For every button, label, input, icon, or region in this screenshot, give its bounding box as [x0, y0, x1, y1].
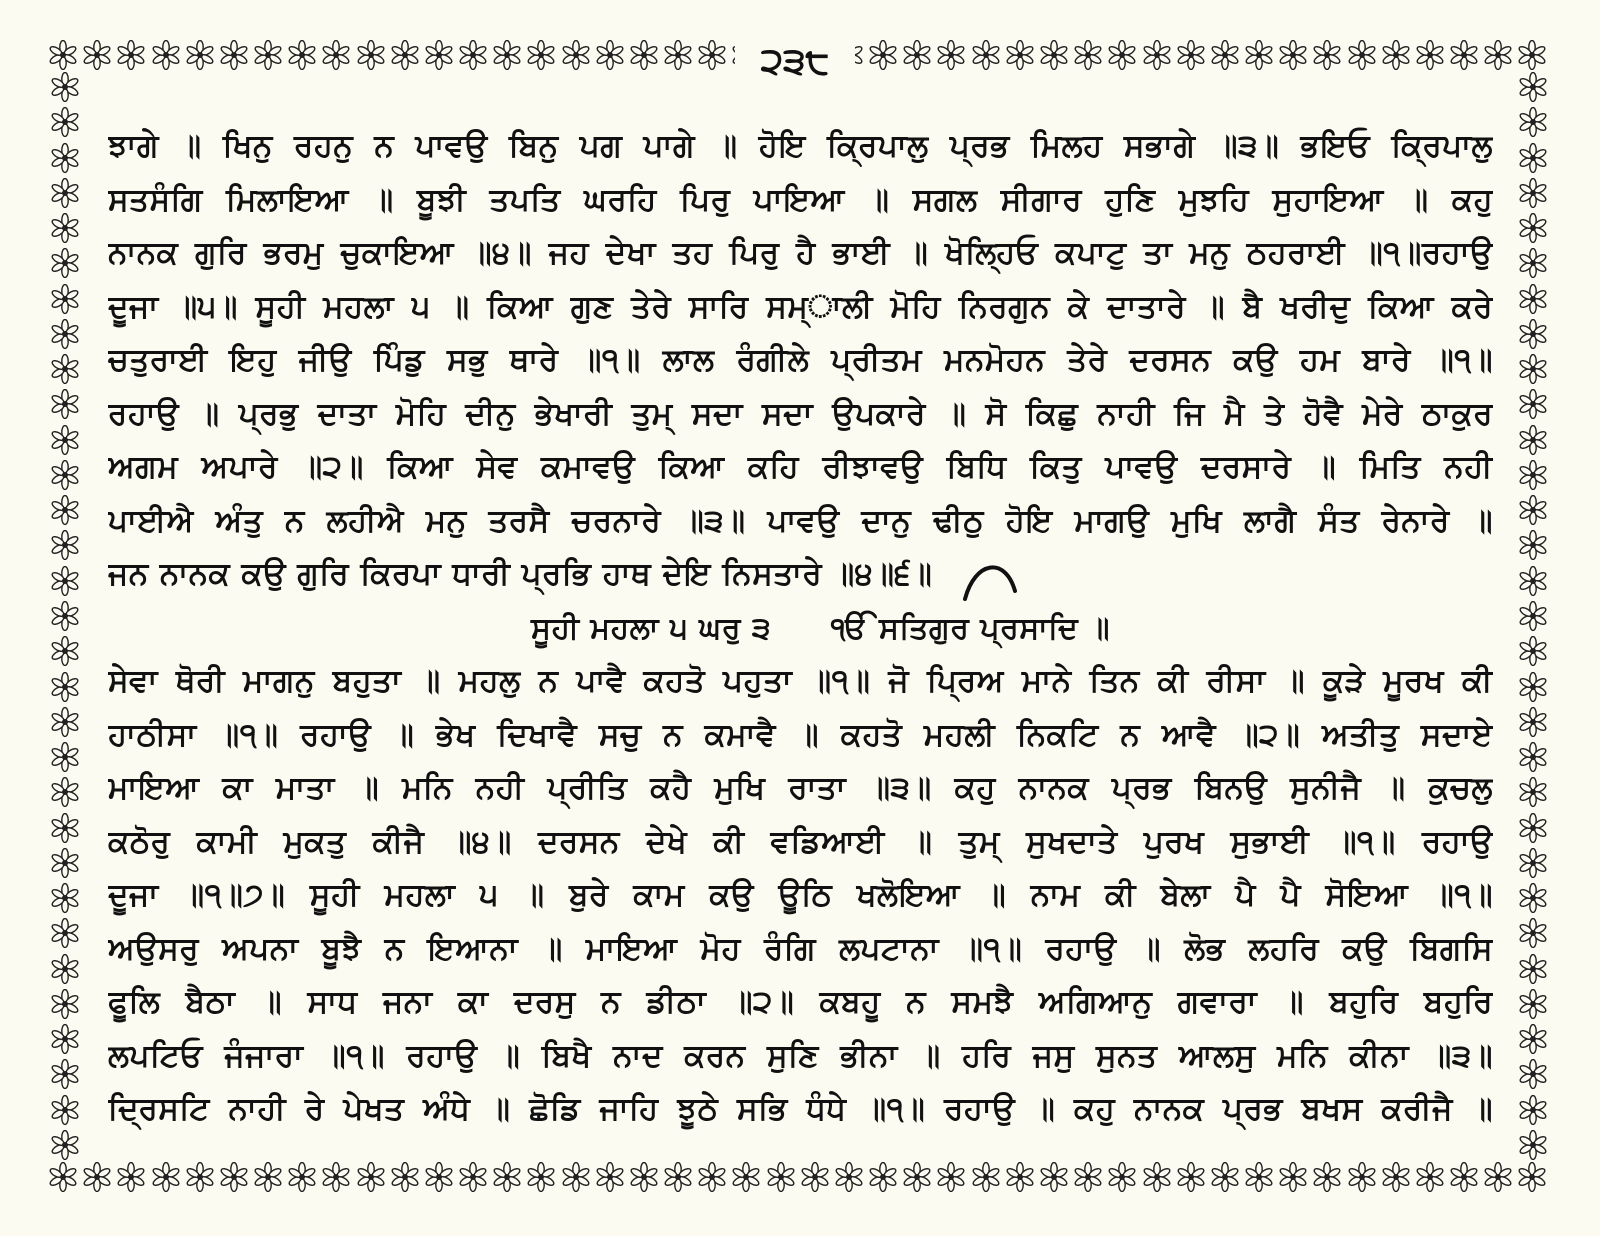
text-line: ਝਾਗੇ ॥ ਖਿਨੁ ਰਹਨੁ ਨ ਪਾਵਉ ਬਿਨੁ ਪਗ ਪਾਗੇ ॥ ਹੋਇ ਕ੍ਰਿਪਾਲੁ ਪ੍ਰਭ ਮਿਲਹ ਸਭਾਗੇ ॥੩॥ ਭਇਓ ਕ੍ਰਿਪਾਲੁ — [108, 128, 1493, 164]
flower-ornament-icon — [50, 1024, 80, 1054]
flower-ornament-icon — [50, 777, 80, 807]
flower-ornament-icon — [1518, 989, 1548, 1019]
flower-ornament-icon — [663, 1162, 693, 1192]
flower-ornament-icon — [936, 1162, 966, 1192]
flower-ornament-icon — [800, 1162, 830, 1192]
flower-ornament-icon — [1518, 707, 1548, 737]
flower-ornament-icon — [1347, 1162, 1377, 1192]
flower-ornament-icon — [50, 319, 80, 349]
heading-mool-mantar: ੴ ਸਤਿਗੁਰ ਪ੍ਰਸਾਦਿ ॥ — [831, 610, 1110, 646]
text-line: ਅਗਮ ਅਪਾਰੇ ॥੨॥ ਕਿਆ ਸੇਵ ਕਮਾਵਉ ਕਿਆ ਕਹਿ ਰੀਝਾਵਉ ਬਿਧਿ ਕਿਤੁ ਪਾਵਉ ਦਰਸਾਰੇ ॥ ਮਿਤਿ ਨਹੀ — [108, 449, 1493, 485]
flower-ornament-icon — [1039, 1162, 1069, 1192]
flower-ornament-icon — [48, 1162, 78, 1192]
flower-ornament-icon — [1073, 40, 1103, 70]
flower-ornament-icon — [82, 1162, 112, 1192]
section-heading — [108, 602, 1493, 656]
flower-ornament-icon — [1142, 1162, 1172, 1192]
flower-ornament-icon — [561, 1162, 591, 1192]
flower-ornament-icon — [321, 1162, 351, 1192]
flower-ornament-icon — [1518, 883, 1548, 913]
flower-ornament-icon — [1518, 636, 1548, 666]
flower-ornament-icon — [936, 40, 966, 70]
flower-ornament-icon — [492, 1162, 522, 1192]
flower-ornament-icon — [50, 72, 80, 102]
flower-ornament-icon — [1518, 1095, 1548, 1125]
flower-ornament-icon — [185, 40, 215, 70]
text-line: ਨਾਨਕ ਗੁਰਿ ਭਰਮੁ ਚੁਕਾਇਆ ॥੪॥ ਜਹ ਦੇਖਾ ਤਹ ਪਿਰੁ ਹੈ ਭਾਈ ॥ ਖੋਲ੍ਹਿਓ ਕਪਾਟੁ ਤਾ ਮਨੁ ਠਹਰਾਈ ॥੧॥ਰਹਾਉ — [108, 235, 1493, 271]
flower-ornament-icon — [1518, 954, 1548, 984]
flower-ornament-icon — [1176, 40, 1206, 70]
flower-ornament-icon — [1347, 40, 1377, 70]
flower-ornament-icon — [50, 213, 80, 243]
flower-ornament-icon — [1210, 1162, 1240, 1192]
flower-ornament-icon — [731, 1162, 761, 1192]
flower-ornament-icon — [1005, 1162, 1035, 1192]
flower-ornament-icon — [50, 143, 80, 173]
flower-ornament-icon — [50, 848, 80, 878]
flower-ornament-icon — [1278, 1162, 1308, 1192]
flower-ornament-icon — [50, 1130, 80, 1160]
flower-ornament-icon — [50, 178, 80, 208]
flower-ornament-icon — [424, 40, 454, 70]
flower-ornament-icon — [50, 107, 80, 137]
flower-ornament-icon — [1518, 1024, 1548, 1054]
flower-ornament-icon — [50, 389, 80, 419]
flower-ornament-icon — [1517, 40, 1547, 70]
flower-ornament-icon — [151, 40, 181, 70]
flower-ornament-icon — [185, 1162, 215, 1192]
text-line: ਦੂਜਾ ॥੧॥੭॥ ਸੂਹੀ ਮਹਲਾ ੫ ॥ ਬੁਰੇ ਕਾਮ ਕਉ ਊਠਿ ਖਲੋਇਆ ॥ ਨਾਮ ਕੀ ਬੇਲਾ ਪੈ ਪੈ ਸੋਇਆ ॥੧॥ — [108, 877, 1493, 913]
flower-ornament-icon — [1518, 460, 1548, 490]
flower-ornament-icon — [1518, 1130, 1548, 1160]
flower-ornament-icon — [424, 1162, 454, 1192]
flower-ornament-icon — [253, 40, 283, 70]
flower-ornament-icon — [526, 1162, 556, 1192]
text-line: ਦੂਜਾ ॥੫॥ ਸੂਹੀ ਮਹਲਾ ੫ ॥ ਕਿਆ ਗੁਣ ਤੇਰੇ ਸਾਰਿ ਸਮ੍ਾਲੀ ਮੋਹਿ ਨਿਰਗੁਨ ਕੇ ਦਾਤਾਰੇ ॥ ਬੈ ਖਰੀਦੁ ਕਿਆ ਕਰੇ — [108, 288, 1493, 325]
flower-ornament-icon — [1518, 918, 1548, 948]
text-line: ਲਪਟਿਓ ਜੰਜਾਰਾ ॥੧॥ ਰਹਾਉ ॥ ਬਿਖੈ ਨਾਦ ਕਰਨ ਸੁਣਿ ਭੀਨਾ ॥ ਹਰਿ ਜਸੁ ਸੁਨਤ ਆਲਸੁ ਮਨਿ ਕੀਨਾ ॥੩॥ — [108, 1037, 1493, 1074]
flower-ornament-icon — [1210, 40, 1240, 70]
text-line: ਮਾਇਆ ਕਾ ਮਾਤਾ ॥ ਮਨਿ ਨਹੀ ਪ੍ਰੀਤਿ ਕਹੈ ਮੁਖਿ ਰਾਤਾ ॥੩॥ ਕਹੁ ਨਾਨਕ ਪ੍ਰਭ ਬਿਨਉ ਸੁਨੀਜੈ ॥ ਕੁਚਲੁ — [108, 770, 1493, 806]
flower-ornament-icon — [50, 354, 80, 384]
flower-ornament-icon — [253, 1162, 283, 1192]
text-line: ਸੇਵਾ ਥੋਰੀ ਮਾਗਨੁ ਬਹੁਤਾ ॥ ਮਹਲੁ ਨ ਪਾਵੈ ਕਹਤੋ ਪਹੁਤਾ ॥੧॥ ਜੋ ਪ੍ਰਿਅ ਮਾਨੇ ਤਿਨ ਕੀ ਰੀਸਾ ॥ ਕੂੜੇ ਮੂਰਖ ਕੀ — [108, 663, 1493, 699]
flower-ornament-icon — [1312, 1162, 1342, 1192]
flower-ornament-icon — [356, 1162, 386, 1192]
flower-ornament-icon — [50, 284, 80, 314]
text-line: ਕਠੋਰੁ ਕਾਮੀ ਮੁਕਤੁ ਕੀਜੈ ॥੪॥ ਦਰਸਨ ਦੇਖੇ ਕੀ ਵਡਿਆਈ ॥ ਤੁਮ੍ ਸੁਖਦਾਤੇ ਪੁਰਖ ਸੁਭਾਈ ॥੧॥ ਰਹਾਉ — [108, 823, 1493, 860]
text-line: ਫੂਲਿ ਬੈਠਾ ॥ ਸਾਧ ਜਨਾ ਕਾ ਦਰਸੁ ਨ ਡੀਠਾ ॥੨॥ ਕਬਹੂ ਨ ਸਮਝੈ ਅਗਿਆਨੁ ਗਵਾਰਾ ॥ ਬਹੁਰਿ ਬਹੁਰਿ — [108, 984, 1493, 1020]
flower-ornament-icon — [1039, 40, 1069, 70]
text-line: ਅਉਸਰੁ ਅਪਨਾ ਬੂਝੈ ਨ ਇਆਨਾ ॥ ਮਾਇਆ ਮੋਹ ਰੰਗਿ ਲਪਟਾਨਾ ॥੧॥ ਰਹਾਉ ॥ ਲੋਭ ਲਹਰਿ ਕਉ ਬਿਗਸਿ — [108, 930, 1493, 967]
text-line: ਜਨ ਨਾਨਕ ਕਉ ਗੁਰਿ ਕਿਰਪਾ ਧਾਰੀ ਪ੍ਰਭਿ ਹਾਥ ਦੇਇ ਨਿਸਤਾਰੇ ॥੪॥੬॥ — [108, 556, 933, 592]
flower-ornament-icon — [50, 672, 80, 702]
flower-ornament-icon — [1381, 40, 1411, 70]
flower-ornament-icon — [1518, 813, 1548, 843]
flower-ornament-icon — [1278, 40, 1308, 70]
flower-ornament-icon — [1518, 72, 1548, 102]
scripture-text — [108, 120, 1493, 1137]
text-line: ਦ੍ਰਿਸਟਿ ਨਾਹੀ ਰੇ ਪੇਖਤ ਅੰਧੇ ॥ ਛੋਡਿ ਜਾਹਿ ਝੂਠੇ ਸਭਿ ਧੰਧੇ ॥੧॥ ਰਹਾਉ ॥ ਕਹੁ ਨਾਨਕ ਪ੍ਰਭ ਬਖਸ ਕਰੀਜੈ ॥ — [108, 1091, 1493, 1127]
flower-ornament-icon — [390, 40, 420, 70]
flower-ornament-icon — [595, 40, 625, 70]
flower-ornament-icon — [458, 40, 488, 70]
flower-ornament-icon — [1517, 1162, 1547, 1192]
flower-ornament-icon — [1518, 742, 1548, 772]
text-line: ਚਤੁਰਾਈ ਇਹੁ ਜੀਉ ਪਿੰਡੁ ਸਭੁ ਥਾਰੇ ॥੧॥ ਲਾਲ ਰੰਗੀਲੇ ਪ੍ਰੀਤਮ ਮਨਮੋਹਨ ਤੇਰੇ ਦਰਸਨ ਕਉ ਹਮ ਬਾਰੇ ॥੧॥ — [108, 342, 1493, 378]
flower-ornament-icon — [1518, 178, 1548, 208]
flower-ornament-icon — [595, 1162, 625, 1192]
flower-ornament-icon — [151, 1162, 181, 1192]
border-bottom — [48, 1160, 1548, 1194]
flower-ornament-icon — [50, 742, 80, 772]
flower-ornament-icon — [50, 601, 80, 631]
flower-ornament-icon — [50, 495, 80, 525]
flower-ornament-icon — [1518, 248, 1548, 278]
flower-ornament-icon — [1518, 530, 1548, 560]
flower-ornament-icon — [321, 40, 351, 70]
flower-ornament-icon — [1518, 425, 1548, 455]
flower-ornament-icon — [219, 1162, 249, 1192]
flower-ornament-icon — [50, 813, 80, 843]
flower-ornament-icon — [50, 636, 80, 666]
flower-ornament-icon — [1107, 40, 1137, 70]
flower-ornament-icon — [1518, 566, 1548, 596]
flower-ornament-icon — [1518, 213, 1548, 243]
flower-ornament-icon — [663, 40, 693, 70]
flower-ornament-icon — [1244, 1162, 1274, 1192]
flower-ornament-icon — [356, 40, 386, 70]
flower-ornament-icon — [1415, 1162, 1445, 1192]
flower-ornament-icon — [1107, 1162, 1137, 1192]
flower-ornament-icon — [116, 1162, 146, 1192]
flower-ornament-icon — [116, 40, 146, 70]
flower-ornament-icon — [50, 460, 80, 490]
flower-ornament-icon — [1518, 107, 1548, 137]
ek-omkar-flourish-icon — [960, 551, 1040, 611]
flower-ornament-icon — [50, 989, 80, 1019]
flower-ornament-icon — [561, 40, 591, 70]
flower-ornament-icon — [50, 954, 80, 984]
flower-ornament-icon — [1518, 1059, 1548, 1089]
text-line: ਰਹਾਉ ॥ ਪ੍ਰਭੁ ਦਾਤਾ ਮੋਹਿ ਦੀਨੁ ਭੇਖਾਰੀ ਤੁਮ੍ ਸਦਾ ਸਦਾ ਉਪਕਾਰੇ ॥ ਸੋ ਕਿਛੁ ਨਾਹੀ ਜਿ ਮੈ ਤੇ ਹੋਵੈ ਮੇਰੇ ਠਾਕੁਰ — [108, 395, 1493, 432]
flower-ornament-icon — [1312, 40, 1342, 70]
border-right — [1516, 72, 1550, 1160]
flower-ornament-icon — [390, 1162, 420, 1192]
flower-ornament-icon — [1142, 40, 1172, 70]
flower-ornament-icon — [1449, 1162, 1479, 1192]
flower-ornament-icon — [697, 1162, 727, 1192]
flower-ornament-icon — [50, 1095, 80, 1125]
flower-ornament-icon — [48, 40, 78, 70]
flower-ornament-icon — [697, 40, 727, 70]
flower-ornament-icon — [492, 40, 522, 70]
flower-ornament-icon — [50, 707, 80, 737]
page-number: ੨੩੮ — [735, 38, 855, 86]
flower-ornament-icon — [1005, 40, 1035, 70]
text-line: ਸਤਸੰਗਿ ਮਿਲਾਇਆ ॥ ਬੂਝੀ ਤਪਤਿ ਘਰਹਿ ਪਿਰੁ ਪਾਇਆ ॥ ਸਗਲ ਸੀਗਾਰ ਹੁਣਿ ਮੁਝਹਿ ਸੁਹਾਇਆ ॥ ਕਹੁ — [108, 181, 1493, 218]
text-line: ਹਾਠੀਸਾ ॥੧॥ ਰਹਾਉ ॥ ਭੇਖ ਦਿਖਾਵੈ ਸਚੁ ਨ ਕਮਾਵੈ ॥ ਕਹਤੋ ਮਹਲੀ ਨਿਕਟਿ ਨ ਆਵੈ ॥੨॥ ਅਤੀਤੁ ਸਦਾਏ — [108, 716, 1493, 753]
flower-ornament-icon — [834, 1162, 864, 1192]
flower-ornament-icon — [1381, 1162, 1411, 1192]
flower-ornament-icon — [1483, 40, 1513, 70]
flower-ornament-icon — [287, 1162, 317, 1192]
flower-ornament-icon — [1244, 40, 1274, 70]
flower-ornament-icon — [1518, 319, 1548, 349]
flower-ornament-icon — [458, 1162, 488, 1192]
flower-ornament-icon — [766, 1162, 796, 1192]
flower-ornament-icon — [1449, 40, 1479, 70]
flower-ornament-icon — [219, 40, 249, 70]
heading-raag: ਸੂਹੀ ਮਹਲਾ ੫ ਘਰੁ ੩ — [531, 610, 772, 646]
flower-ornament-icon — [50, 1059, 80, 1089]
flower-ornament-icon — [1518, 601, 1548, 631]
text-line: ਪਾਈਐ ਅੰਤੁ ਨ ਲਹੀਐ ਮਨੁ ਤਰਸੈ ਚਰਨਾਰੇ ॥੩॥ ਪਾਵਉ ਦਾਨੁ ਢੀਠੁ ਹੋਇ ਮਾਗਉ ਮੁਖਿ ਲਾਗੈ ਸੰਤ ਰੇਨਾਰੇ ॥ — [108, 502, 1493, 539]
flower-ornament-icon — [50, 883, 80, 913]
flower-ornament-icon — [629, 40, 659, 70]
flower-ornament-icon — [902, 1162, 932, 1192]
flower-ornament-icon — [902, 40, 932, 70]
flower-ornament-icon — [1518, 354, 1548, 384]
flower-ornament-icon — [50, 248, 80, 278]
flower-ornament-icon — [50, 530, 80, 560]
flower-ornament-icon — [1176, 1162, 1206, 1192]
flower-ornament-icon — [1518, 777, 1548, 807]
flower-ornament-icon — [50, 918, 80, 948]
flower-ornament-icon — [971, 1162, 1001, 1192]
flower-ornament-icon — [1518, 284, 1548, 314]
flower-ornament-icon — [287, 40, 317, 70]
flower-ornament-icon — [1073, 1162, 1103, 1192]
flower-ornament-icon — [971, 40, 1001, 70]
flower-ornament-icon — [1518, 143, 1548, 173]
flower-ornament-icon — [1483, 1162, 1513, 1192]
flower-ornament-icon — [1518, 389, 1548, 419]
flower-ornament-icon — [1518, 672, 1548, 702]
flower-ornament-icon — [526, 40, 556, 70]
flower-ornament-icon — [1415, 40, 1445, 70]
flower-ornament-icon — [868, 1162, 898, 1192]
flower-ornament-icon — [629, 1162, 659, 1192]
flower-ornament-icon — [50, 566, 80, 596]
flower-ornament-icon — [1518, 495, 1548, 525]
flower-ornament-icon — [1518, 848, 1548, 878]
flower-ornament-icon — [50, 425, 80, 455]
border-left — [48, 72, 82, 1160]
flower-ornament-icon — [82, 40, 112, 70]
flower-ornament-icon — [868, 40, 898, 70]
